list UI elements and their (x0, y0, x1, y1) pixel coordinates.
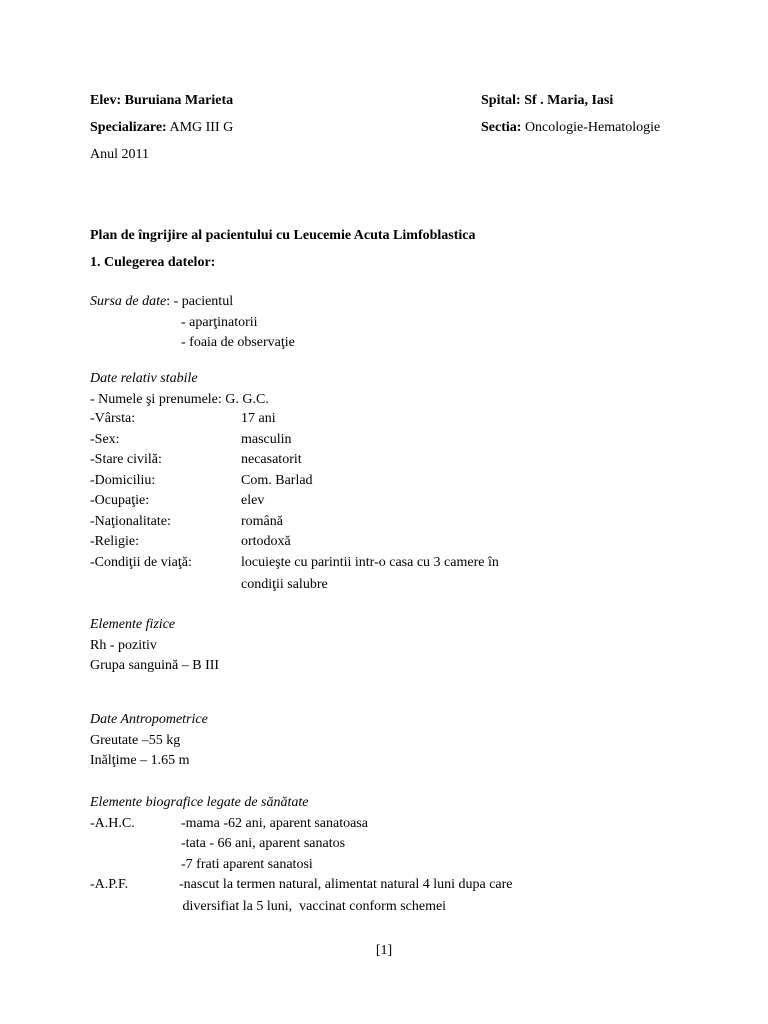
field-row (0, 514, 768, 532)
section-value: Oncologie-Hematologie (524, 120, 661, 135)
field-label: -Vârsta: (90, 411, 136, 426)
field-label: -Stare civilă: (90, 452, 162, 467)
source-item: - foaia de observaţie (181, 335, 295, 350)
field-value: masculin (241, 432, 292, 447)
hospital-name: Sf . Maria, Iasi (524, 93, 614, 108)
document-title: Plan de îngrijire al pacientului cu Leucemie Acuta Limfoblastica (90, 228, 476, 243)
physical-line: Rh - pozitiv (90, 638, 157, 653)
year-line: Anul 2011 (90, 147, 149, 162)
field-value: locuieşte cu parintii intr-o casa cu 3 camere în (241, 555, 499, 570)
ahc-line: -7 frati aparent sanatosi (181, 857, 313, 872)
field-value: Com. Barlad (241, 473, 313, 488)
sources-label: Sursa de date (90, 294, 167, 309)
spec-value: AMG III G (169, 120, 234, 135)
field-label: -Naţionalitate: (90, 514, 171, 529)
apf-line: -nascut la termen natural, alimentat natural 4 luni dupa care (179, 877, 513, 892)
apf-line: diversifiat la 5 luni, vaccinat conform schemei (179, 899, 447, 914)
ahc-label: -A.H.C. (90, 816, 135, 831)
field-row (0, 432, 768, 450)
living-conditions-cont: condiţii salubre (241, 577, 328, 592)
field-row (0, 555, 768, 573)
student-line (90, 92, 233, 110)
physical-line: Grupa sanguină – B III (90, 658, 220, 673)
sources-line (90, 293, 233, 311)
field-label: -Condiţii de viaţă: (90, 555, 192, 570)
field-row (0, 473, 768, 491)
anthropometric-heading: Date Antropometrice (90, 712, 208, 727)
hospital-line (481, 92, 613, 110)
field-value: elev (241, 493, 265, 508)
field-row (0, 493, 768, 511)
biographic-heading: Elemente biografice legate de sănătate (90, 795, 309, 810)
source-item: : - pacientul (166, 294, 234, 309)
field-row (0, 534, 768, 552)
student-name: Buruiana Marieta (124, 93, 234, 108)
section-line (481, 119, 660, 137)
anthropometric-line: Inălţime – 1.65 m (90, 753, 190, 768)
field-label: -Sex: (90, 432, 120, 447)
student-label: Elev: (90, 93, 122, 108)
source-item: - aparţinatorii (181, 315, 258, 330)
field-label: -Domiciliu: (90, 473, 156, 488)
field-row (0, 452, 768, 470)
field-value: ortodoxă (241, 534, 291, 549)
physical-heading: Elemente fizice (90, 617, 176, 632)
specialization-line (90, 119, 233, 137)
field-value: necasatorit (241, 452, 302, 467)
spec-label: Specializare: (90, 120, 167, 135)
page-number: [1] (375, 943, 393, 958)
field-label: -Ocupaţie: (90, 493, 150, 508)
apf-label: -A.P.F. (90, 877, 129, 892)
field-label: -Religie: (90, 534, 139, 549)
ahc-line: -mama -62 ani, aparent sanatoasa (181, 816, 368, 831)
field-row (0, 411, 768, 429)
ahc-line: -tata - 66 ani, aparent sanatos (181, 836, 346, 851)
name-line: - Numele şi prenumele: G. G.C. (90, 392, 269, 407)
stable-data-heading: Date relativ stabile (90, 371, 198, 386)
hospital-label: Spital: (481, 93, 521, 108)
field-value: română (241, 514, 283, 529)
anthropometric-line: Greutate –55 kg (90, 733, 181, 748)
field-value: 17 ani (241, 411, 276, 426)
section-label: Sectia: (481, 120, 522, 135)
section-heading-1: 1. Culegerea datelor: (90, 255, 216, 270)
